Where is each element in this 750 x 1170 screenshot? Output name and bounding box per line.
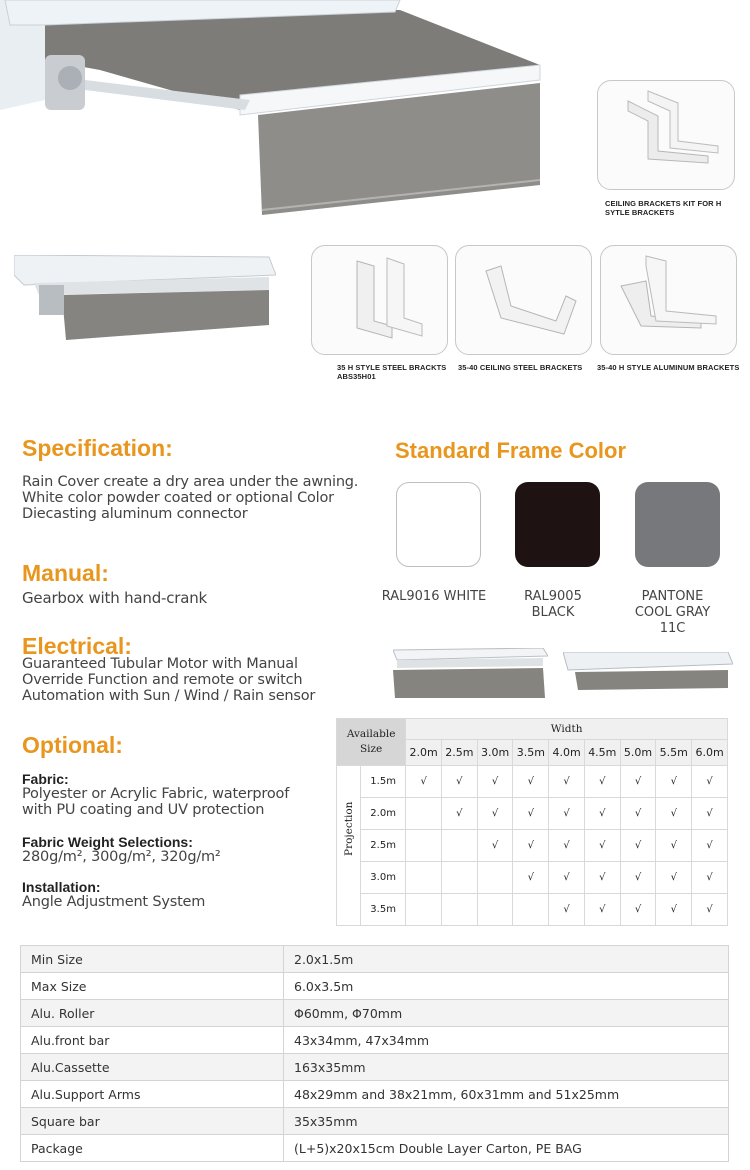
- caption-ceiling-kit: CEILING BRACKETS KIT FOR H SYTLE BRACKETS: [605, 199, 722, 217]
- width-col: 2.5m: [442, 740, 478, 766]
- table-row: Projection 1.5m √ √ √ √ √ √ √ √ √: [337, 766, 728, 798]
- projection-value: 3.0m: [361, 862, 406, 894]
- projection-label: Projection: [337, 766, 361, 926]
- ceiling-steel-bracket-image: [455, 245, 592, 355]
- table-row: [21, 1054, 729, 1081]
- spec-value: 35x35mm: [284, 1108, 729, 1135]
- projection-value: 2.0m: [361, 798, 406, 830]
- table-row: [21, 1135, 729, 1162]
- spec-key: Alu. Roller: [21, 1000, 284, 1027]
- caption-h-style-aluminum: 35-40 H STYLE ALUMINUM BRACKETS: [597, 363, 740, 372]
- awning-product-image: [0, 0, 545, 230]
- specification-text: Rain Cover create a dry area under the awning. White color powder coated or optional Color Diecasting aluminum connector: [22, 474, 359, 522]
- spec-key: Alu.front bar: [21, 1027, 284, 1054]
- electrical-text: Guaranteed Tubular Motor with Manual Override Function and remote or switch Automation with Sun / Wind / Rain sensor: [22, 656, 316, 704]
- spec-key: Alu.Cassette: [21, 1054, 284, 1081]
- manual-heading: Manual:: [22, 560, 109, 586]
- projection-value: 2.5m: [361, 830, 406, 862]
- available-size-corner: Available Size: [337, 719, 406, 766]
- width-col: 6.0m: [692, 740, 728, 766]
- installation-text: Angle Adjustment System: [22, 894, 206, 910]
- table-row: 3.0m √ √ √ √ √ √: [337, 862, 728, 894]
- h-style-steel-bracket-image: [311, 245, 448, 355]
- spec-key: Square bar: [21, 1108, 284, 1135]
- table-row: [21, 973, 729, 1000]
- fabric-text: Polyester or Acrylic Fabric, waterproof with PU coating and UV protection: [22, 786, 290, 818]
- projection-value: 1.5m: [361, 766, 406, 798]
- width-col: 3.0m: [477, 740, 513, 766]
- spec-table: [20, 945, 729, 1162]
- table-row: [21, 1081, 729, 1108]
- table-row: [21, 1027, 729, 1054]
- caption-ceiling-steel: 35-40 CEILING STEEL BRACKETS: [458, 363, 583, 372]
- awning-side-image: [14, 255, 276, 355]
- swatch-gray: [635, 482, 720, 567]
- spec-value: (L+5)x20x15cm Double Layer Carton, PE BAG: [284, 1135, 729, 1162]
- swatch-label-black: RAL9005 BLACK: [524, 589, 582, 620]
- caption-h-style-steel: 35 H STYLE STEEL BRACKTS ABS35H01: [337, 363, 447, 381]
- fabric-label: Fabric:: [22, 771, 69, 787]
- spec-value: 2.0x1.5m: [284, 946, 729, 973]
- frame-color-heading: Standard Frame Color: [395, 438, 627, 463]
- width-col: 5.0m: [620, 740, 656, 766]
- manual-text: Gearbox with hand-crank: [22, 589, 208, 607]
- swatch-label-white: RAL9016 WHITE: [381, 589, 487, 604]
- spec-value: 48x29mm and 38x21mm, 60x31mm and 51x25mm: [284, 1081, 729, 1108]
- optional-heading: Optional:: [22, 732, 123, 758]
- bracket-icon: [601, 246, 736, 354]
- spec-value: Φ60mm, Φ70mm: [284, 1000, 729, 1027]
- swatch-label-gray: PANTONE COOL GRAY 11C: [634, 589, 711, 636]
- spec-key: Max Size: [21, 973, 284, 1000]
- spec-key: Package: [21, 1135, 284, 1162]
- fabric-weight-text: 280g/m², 300g/m², 320g/m²: [22, 849, 221, 865]
- spec-key: Min Size: [21, 946, 284, 973]
- spec-key: Alu.Support Arms: [21, 1081, 284, 1108]
- table-row: [21, 1108, 729, 1135]
- swatch-white: [396, 482, 481, 567]
- installation-label: Installation:: [22, 879, 101, 895]
- spec-value: 163x35mm: [284, 1054, 729, 1081]
- table-row: [21, 1000, 729, 1027]
- width-col: 5.5m: [656, 740, 692, 766]
- bracket-icon: [598, 81, 734, 189]
- white-cassette-awning-image: [563, 652, 733, 692]
- width-col: 2.0m: [406, 740, 442, 766]
- specification-heading: Specification:: [22, 435, 173, 461]
- electrical-heading: Electrical:: [22, 633, 132, 659]
- bracket-icon: [456, 246, 591, 354]
- available-size-table: [336, 718, 728, 926]
- swatch-black: [515, 482, 600, 567]
- white-frame-awning-image: [393, 648, 548, 700]
- table-row: 2.5m √ √ √ √ √ √ √: [337, 830, 728, 862]
- spec-value: 6.0x3.5m: [284, 973, 729, 1000]
- width-col: 4.0m: [549, 740, 585, 766]
- spec-value: 43x34mm, 47x34mm: [284, 1027, 729, 1054]
- fabric-weight-label: Fabric Weight Selections:: [22, 834, 193, 850]
- table-row: 3.5m √ √ √ √ √: [337, 894, 728, 926]
- h-style-aluminum-bracket-image: [600, 245, 737, 355]
- width-col: 4.5m: [584, 740, 620, 766]
- ceiling-bracket-kit-image: [597, 80, 735, 190]
- table-row: 2.0m √ √ √ √ √ √ √ √: [337, 798, 728, 830]
- width-col: 3.5m: [513, 740, 549, 766]
- bracket-icon: [312, 246, 447, 354]
- width-header: Width: [406, 719, 728, 740]
- table-row: [21, 946, 729, 973]
- projection-value: 3.5m: [361, 894, 406, 926]
